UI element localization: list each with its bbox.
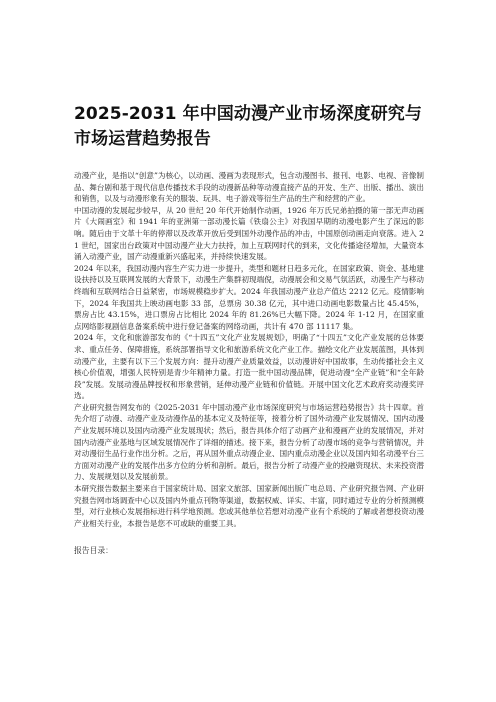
report-title: 2025-2031 年中国动漫产业市场深度研究与市场运营趋势报告 xyxy=(74,104,423,149)
paragraph-policy: 2024 年，文化和旅游部发布的《“十四五”文化产业发展规划》，明确了“十四五”文化产业发展的总体要求、重点任务、保障措施，系统部署指导文化和旅游系统文化产业工作。描绘文化产业发展蓝图，具体到动漫产业，主要有以下三个发展方向：提升动漫产业质量效益，以动漫讲好中国故事，生动传播社会主义核心价值观，增强人民特别是青少年精神力量。打造一批中国动漫品牌，促进动漫“全产业链”和“全年龄段”发展。发展动漫品牌授权和形象营销，延伸动漫产业链和价值链。开展中国文化艺术政府奖动漫奖评选。 xyxy=(74,333,424,401)
toc-label: 报告目录： xyxy=(74,546,113,556)
paragraph-history: 中国动漫的发展起步较早，从 20 世纪 20 年代开始制作动画，1926 年万氏兄弟拍摄的第一部无声动画片《大闹画室》和 1941 年的亚洲第一部动漫长篇《铁扇公主》对我国早期的动漫电影产生了深远的影响。随后由于文革十年的停滞以及改革开放后受到国外动漫作品的冲击，中国原创动画走向衰落。进入 21 世纪，国家出台政策对中国动漫产业大力扶持，加上互联网时代的到来，文化传播途径增加，大量资本涌入动漫产业，国产动漫重新兴盛起来，并持续快速发展。 xyxy=(74,205,424,262)
report-body xyxy=(74,170,424,557)
paragraph-report-structure: 产业研究报告网发布的《2025-2031 年中国动漫产业市场深度研究与市场运营趋势报告》共十四章。首先介绍了动漫、动漫产业及动漫作品的基本定义及特征等，接着分析了国外动漫产业发展情况、国内动漫产业发展环境以及国内动漫产业发展现状；然后，报告具体介绍了动画产业和漫画产业的发展情况，并对国内动漫产业基地与区域发展情况作了详细的描述。接下来，报告分析了动漫市场的竞争与营销情况，并对动漫衍生品行业作出分析。之后，再从国外重点动漫企业、国内重点动漫企业以及国内知名动漫平台三方面对动漫产业的发展作出多方位的分析和剖析。最后，报告分析了动漫产业的投融资现状、未来投资潜力、发展规划以及发展前景。 xyxy=(74,402,424,482)
paragraph-definition: 动漫产业，是指以“创意”为核心，以动画、漫画为表现形式，包含动漫图书、报刊、电影、电视、音像制品、舞台剧和基于现代信息传播技术手段的动漫新品种等动漫直接产品的开发、生产、出版、播出、演出和销售，以及与动漫形象有关的服装、玩具、电子游戏等衍生产品的生产和经营的产业。 xyxy=(74,171,424,204)
paragraph-market-2024: 2024 年以来，我国动漫内容生产实力进一步提升，类型和题材日趋多元化，在国家政策、资金、基地建设扶持以及互联网发展的大背景下，动漫生产集群初现端倪，动漫展会和交易气氛活跃，动漫生产与移动终端和互联网结合日益紧密，市场规模稳步扩大。2024 年我国动漫产业总产值达 2212 亿元。疫情影响下，2024 年我国共上映动画电影 33 部，总票房 30.38 亿元，其中进口动画电影数量占比 45.45%，票房占比 43.15%，进口票房占比相比 2024 年的 81.26%已大幅下降。2024 年 1-12 月，在国家重点网络影视剧信息备案系统中进行登记备案的网络动画，共计有 470 部 11117 集。 xyxy=(74,263,424,331)
paragraph-data-sources: 本研究报告数据主要来自于国家统计局、国家文旅部、国家新闻出版广电总局、产业研究报告网、产业研究报告网市场调查中心以及国内外重点刊物等渠道，数据权威、详实、丰富，同时通过专业的分析预测模型，对行业核心发展指标进行科学地预测。您或其他单位若想对动漫产业有个系统的了解或者想投资动漫产业相关行业，本报告是您不可或缺的重要工具。 xyxy=(74,484,424,528)
